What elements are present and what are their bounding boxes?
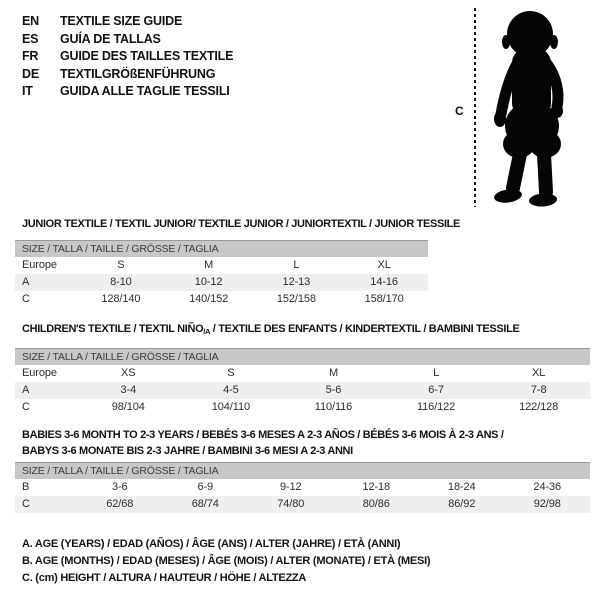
row-label: A [22,384,30,396]
language-label: GUÍA DE TALLAS [60,31,161,46]
table-cell: 6-9 [197,481,214,493]
table-cell: 140/152 [189,293,229,305]
table-row [15,274,428,291]
language-code: EN [22,14,39,28]
children-size-header-bar: SIZE / TALLA / TAILLE / GRÖSSE / TAGLIA [15,348,590,365]
language-label: TEXTILE SIZE GUIDE [60,14,183,28]
table-cell: 158/170 [364,293,404,305]
table-row [15,291,428,308]
table-cell: 110/116 [314,401,353,413]
footnotes [22,536,430,587]
table-cell: S [117,259,125,271]
table-cell: 92/98 [533,498,561,510]
babies-size-table [15,427,590,513]
row-label: C [22,498,30,510]
babies-size-header-bar: SIZE / TALLA / TAILLE / GRÖSSE / TAGLIA [15,462,590,479]
title-line-2: BABYS 3-6 MONATE BIS 2-3 JAHRE / BAMBINI 3-6 MESI A 2-3 ANNI [22,445,353,457]
table-cell: 18-24 [447,481,476,493]
table-row [15,479,590,496]
table-cell: 116/122 [416,401,456,413]
babies-table-title [15,427,590,459]
row-label: Europe [22,367,57,379]
table-cell: 12-18 [362,481,391,493]
title-subscript: /A [203,327,211,336]
language-label: GUIDA ALLE TAGLIE TESSILI [60,84,230,98]
table-cell: 4-5 [223,384,239,396]
table-cell: 98/104 [111,401,145,413]
language-code: IT [22,84,33,98]
table-cell: 9-12 [279,481,302,493]
table-cell: 5-6 [325,384,342,396]
table-cell: 7-8 [530,384,547,396]
table-cell: 80/86 [362,498,390,510]
language-code: ES [22,31,39,46]
table-cell: 8-10 [110,276,132,288]
title-line-1: BABIES 3-6 MONTH TO 2-3 YEARS / BEBÉS 3-6 MESES A 2-3 AÑOS / BÉBÉS 3-6 MOIS À 2-3 ANS / [22,429,504,441]
table-cell: XS [121,367,136,379]
table-cell: M [204,259,214,271]
language-code: DE [22,66,39,81]
table-cell: L [433,367,440,379]
table-row [15,365,590,382]
table-cell: 152/158 [276,293,316,305]
language-row [22,66,233,84]
table-cell: 68/74 [191,498,219,510]
row-label: B [22,481,30,493]
language-guide-list [22,13,233,101]
footnote-b: B. AGE (MONTHS) / EDAD (MESES) / ÂGE (MOIS) / ALTER (MONATE) / ETÀ (MESI) [22,555,431,567]
language-label: GUIDE DES TAILLES TEXTILE [60,49,234,63]
table-cell: 74/80 [277,498,305,510]
table-cell: 3-4 [120,384,137,396]
baby-silhouette-graphic [483,8,583,207]
table-cell: 86/92 [448,498,476,510]
table-cell: S [227,367,235,379]
language-row [22,13,233,31]
table-cell: 24-36 [533,481,562,493]
table-row [15,257,428,274]
table-cell: 6-7 [428,384,444,396]
table-cell: 128/140 [101,293,141,305]
language-row [22,48,233,66]
row-label: A [22,276,30,288]
junior-table-title: JUNIOR TEXTILE / TEXTIL JUNIOR/ TEXTILE JUNIOR / JUNIORTEXTIL / JUNIOR TESSILE [22,218,461,230]
children-table-title [15,322,590,339]
table-row [15,399,590,416]
language-row [22,31,233,49]
table-cell: XL [532,367,546,379]
table-cell: 12-13 [282,276,311,288]
table-cell: 14-16 [370,276,398,288]
table-cell: 3-6 [111,481,128,493]
title-part: / TEXTILE DES ENFANTS / KINDERTEXTIL / BAMBINI TESSILE [210,323,520,335]
language-label: TEXTILGRÖßENFÜHRUNG [60,66,216,81]
language-row [22,83,233,101]
table-cell: 122/128 [519,401,559,413]
footnote-a: A. AGE (YEARS) / EDAD (AÑOS) / ÂGE (ANS) / ALTER (JAHRE) / ETÀ (ANNI) [22,538,401,550]
table-row [15,496,590,513]
footnote-c: C. (cm) HEIGHT / ALTURA / HAUTEUR / HÖHE / ALTEZZA [22,572,307,584]
table-cell: L [293,259,300,271]
table-cell: M [328,367,339,379]
table-cell: 10-12 [194,276,223,288]
children-size-table [15,322,590,416]
language-code: FR [22,49,39,63]
table-row [15,382,590,399]
table-cell: XL [377,259,391,271]
row-label: Europe [22,259,57,271]
junior-size-header-bar: SIZE / TALLA / TAILLE / GRÖSSE / TAGLIA [15,240,428,257]
height-measure-dashed-line [474,8,476,207]
table-cell: 62/68 [106,498,134,510]
row-label: C [22,293,30,305]
junior-size-table [15,217,461,308]
title-part: CHILDREN'S TEXTILE / TEXTIL NIÑO [22,323,204,335]
row-label: C [22,401,30,413]
height-measure-label: C [455,104,464,118]
table-cell: 104/110 [211,401,251,413]
